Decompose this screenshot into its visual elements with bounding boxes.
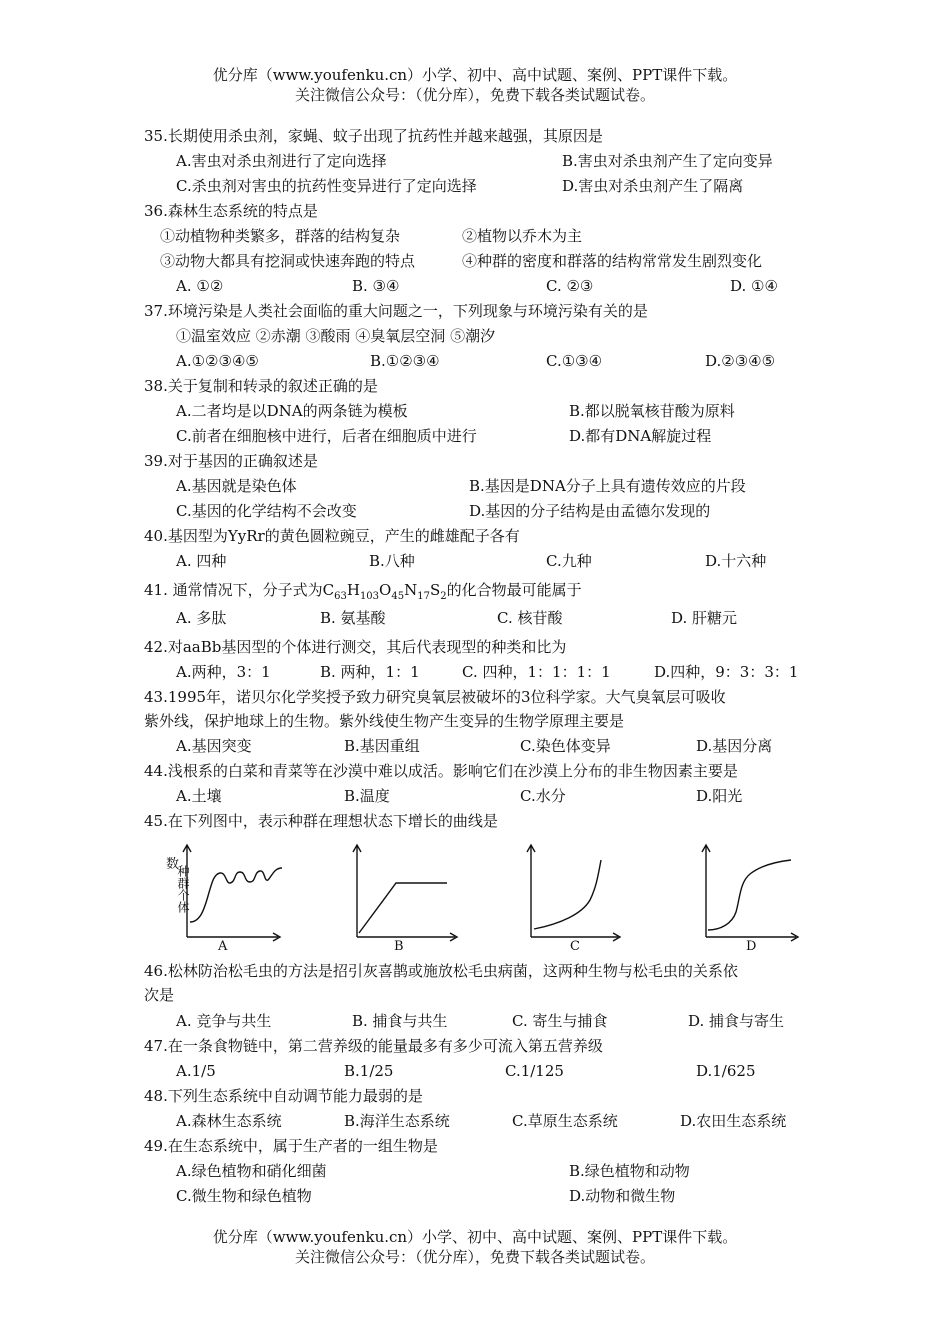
q42-option-a: A.两种，3：1 <box>176 663 271 681</box>
q47-option-d: D.1/625 <box>696 1062 756 1080</box>
q43-option-c: C.染色体变异 <box>520 737 611 755</box>
q38-option-d: D.都有DNA解旋过程 <box>569 427 712 445</box>
q35-option-a: A.害虫对杀虫剂进行了定向选择 <box>176 152 387 170</box>
q42-option-b: B. 两种，1：1 <box>320 663 420 681</box>
q36-stem: 36.森林生态系统的特点是 <box>144 202 318 220</box>
q47-stem: 47.在一条食物链中，第二营养级的能量最多有多少可流入第五营养级 <box>144 1037 603 1055</box>
q48-option-c: C.草原生态系统 <box>512 1112 618 1130</box>
q40-option-b: B.八种 <box>369 552 415 570</box>
q35-option-c: C.杀虫剂对害虫的抗药性变异进行了定向选择 <box>176 177 477 195</box>
q49-option-d: D.动物和微生物 <box>569 1187 676 1205</box>
q37-stem: 37.环境污染是人类社会面临的重大问题之一，下列现象与环境污染有关的是 <box>144 302 648 320</box>
graph-a-label: A <box>218 939 228 954</box>
graph-d-s-curve <box>708 860 791 930</box>
q49-stem: 49.在生态系统中，属于生产者的一组生物是 <box>144 1137 438 1155</box>
q41-stem <box>144 580 582 607</box>
q48-option-d: D.农田生态系统 <box>680 1112 787 1130</box>
graph-c-label: C <box>570 939 580 954</box>
q39-stem: 39.对于基因的正确叙述是 <box>144 452 318 470</box>
q36-statement-2: ②植物以乔木为主 <box>462 227 583 245</box>
q48-option-a: A.森林生态系统 <box>176 1112 282 1130</box>
q41-option-d: D. 肝糖元 <box>671 609 738 627</box>
q43-stem-line-1: 43.1995年，诺贝尔化学奖授予致力研究臭氧层被破坏的3位科学家。大气臭氧层可吸收 <box>144 688 726 706</box>
q35-stem: 35.长期使用杀虫剂，家蝇、蚊子出现了抗药性并越来越强，其原因是 <box>144 127 603 145</box>
page-footer-line-1: 优分库（www.youfenku.cn）小学、初中、高中试题、案例、PPT课件下载。 <box>212 1228 738 1246</box>
q44-option-d: D.阳光 <box>696 787 743 805</box>
q36-option-b: B. ③④ <box>352 277 400 295</box>
q37-option-a: A.①②③④⑤ <box>176 352 259 370</box>
graph-a-ylabel-1: 数 <box>166 857 180 872</box>
q43-option-a: A.基因突变 <box>176 737 252 755</box>
q46-option-d: D. 捕食与寄生 <box>688 1012 785 1030</box>
graph-d-axes <box>702 845 798 941</box>
q49-option-a: A.绿色植物和硝化细菌 <box>176 1162 327 1180</box>
q42-stem: 42.对aaBb基因型的个体进行测交，其后代表现型的种类和比为 <box>144 638 567 656</box>
q42-option-c: C. 四种，1：1：1：1 <box>462 663 611 681</box>
q42-option-d: D.四种，9：3：3：1 <box>654 663 799 681</box>
graph-c-axes <box>527 845 620 941</box>
q38-option-b: B.都以脱氧核苷酸为原料 <box>569 402 735 420</box>
q41-stem-prefix: 41. 通常情况下，分子式为 <box>144 581 323 599</box>
q36-statement-4: ④种群的密度和群落的结构常常发生剧烈变化 <box>462 252 763 270</box>
q44-option-c: C.水分 <box>520 787 566 805</box>
q39-option-d: D.基因的分子结构是由孟德尔发现的 <box>469 502 711 520</box>
q37-option-d: D.②③④⑤ <box>705 352 776 370</box>
q46-option-a: A. 竞争与共生 <box>176 1012 272 1030</box>
graph-c-j-curve <box>534 860 601 929</box>
graph-a-axes <box>183 845 280 941</box>
q44-option-a: A.土壤 <box>176 787 222 805</box>
q48-option-b: B.海洋生态系统 <box>344 1112 450 1130</box>
q48-stem: 48.下列生态系统中自动调节能力最弱的是 <box>144 1087 423 1105</box>
q41-stem-suffix: 的化合物最可能属于 <box>446 581 582 599</box>
q47-option-b: B.1/25 <box>344 1062 394 1080</box>
q43-stem-line-2: 紫外线，保护地球上的生物。紫外线使生物产生变异的生物学原理主要是 <box>144 712 625 730</box>
q38-stem: 38.关于复制和转录的叙述正确的是 <box>144 377 378 395</box>
q36-option-d: D. ①④ <box>730 277 778 295</box>
q39-option-b: B.基因是DNA分子上具有遗传效应的片段 <box>469 477 746 495</box>
q46-option-c: C. 寄生与捕食 <box>512 1012 608 1030</box>
q40-option-c: C.九种 <box>546 552 592 570</box>
q46-stem-line-1: 46.松林防治松毛虫的方法是招引灰喜鹊或施放松毛虫病菌，这两种生物与松毛虫的关系依 <box>144 962 738 980</box>
q36-statement-1: ①动植物种类繁多，群落的结构复杂 <box>160 227 401 245</box>
q36-statement-3: ③动物大都具有挖洞或快速奔跑的特点 <box>160 252 416 270</box>
q40-option-d: D.十六种 <box>705 552 767 570</box>
q35-option-d: D.害虫对杀虫剂产生了隔离 <box>562 177 744 195</box>
q39-option-a: A.基因就是染色体 <box>176 477 297 495</box>
q40-option-a: A. 四种 <box>176 552 227 570</box>
q47-option-a: A.1/5 <box>176 1062 216 1080</box>
graph-b-axes <box>353 845 457 941</box>
q39-option-c: C.基因的化学结构不会改变 <box>176 502 357 520</box>
q43-option-d: D.基因分离 <box>696 737 773 755</box>
q44-option-b: B.温度 <box>344 787 390 805</box>
q40-stem: 40.基因型为YyRr的黄色圆粒豌豆，产生的雌雄配子各有 <box>144 527 520 545</box>
q41-option-b: B. 氨基酸 <box>320 609 386 627</box>
graph-a-curve <box>190 868 282 922</box>
q36-option-c: C. ②③ <box>546 277 594 295</box>
q38-option-c: C.前者在细胞核中进行，后者在细胞质中进行 <box>176 427 477 445</box>
graph-a-ylabel-2: 种群个体 <box>176 865 190 913</box>
q46-stem-line-2: 次是 <box>144 986 175 1004</box>
q45-stem: 45.在下列图中，表示种群在理想状态下增长的曲线是 <box>144 812 498 830</box>
q41-option-a: A. 多肽 <box>176 609 227 627</box>
q46-option-b: B. 捕食与共生 <box>352 1012 448 1030</box>
q49-option-b: B.绿色植物和动物 <box>569 1162 690 1180</box>
graph-b-line <box>359 883 447 933</box>
q41-formula: $C_{63}H_{103}O_{45}N_{17}S_2$ <box>322 581 447 602</box>
page-footer-line-2: 关注微信公众号：（优分库），免费下载各类试题试卷。 <box>294 1248 655 1266</box>
graph-d-label: D <box>746 939 757 954</box>
q41-option-c: C. 核苷酸 <box>497 609 563 627</box>
q47-option-c: C.1/125 <box>505 1062 564 1080</box>
q43-option-b: B.基因重组 <box>344 737 420 755</box>
page-header-line-1: 优分库（www.youfenku.cn）小学、初中、高中试题、案例、PPT课件下载。 <box>212 66 738 84</box>
q37-statements: ①温室效应 ②赤潮 ③酸雨 ④臭氧层空洞 ⑤潮汐 <box>176 327 496 345</box>
graph-b-label: B <box>394 939 404 954</box>
q44-stem: 44.浅根系的白菜和青菜等在沙漠中难以成活。影响它们在沙漠上分布的非生物因素主要是 <box>144 762 738 780</box>
q45-growth-curves-figure <box>150 838 810 958</box>
q37-option-c: C.①③④ <box>546 352 603 370</box>
q35-option-b: B.害虫对杀虫剂产生了定向变异 <box>562 152 773 170</box>
page-header-line-2: 关注微信公众号：（优分库），免费下载各类试题试卷。 <box>294 86 655 104</box>
q37-option-b: B.①②③④ <box>370 352 440 370</box>
q49-option-c: C.微生物和绿色植物 <box>176 1187 312 1205</box>
q38-option-a: A.二者均是以DNA的两条链为模板 <box>176 402 408 420</box>
q36-option-a: A. ①② <box>176 277 224 295</box>
